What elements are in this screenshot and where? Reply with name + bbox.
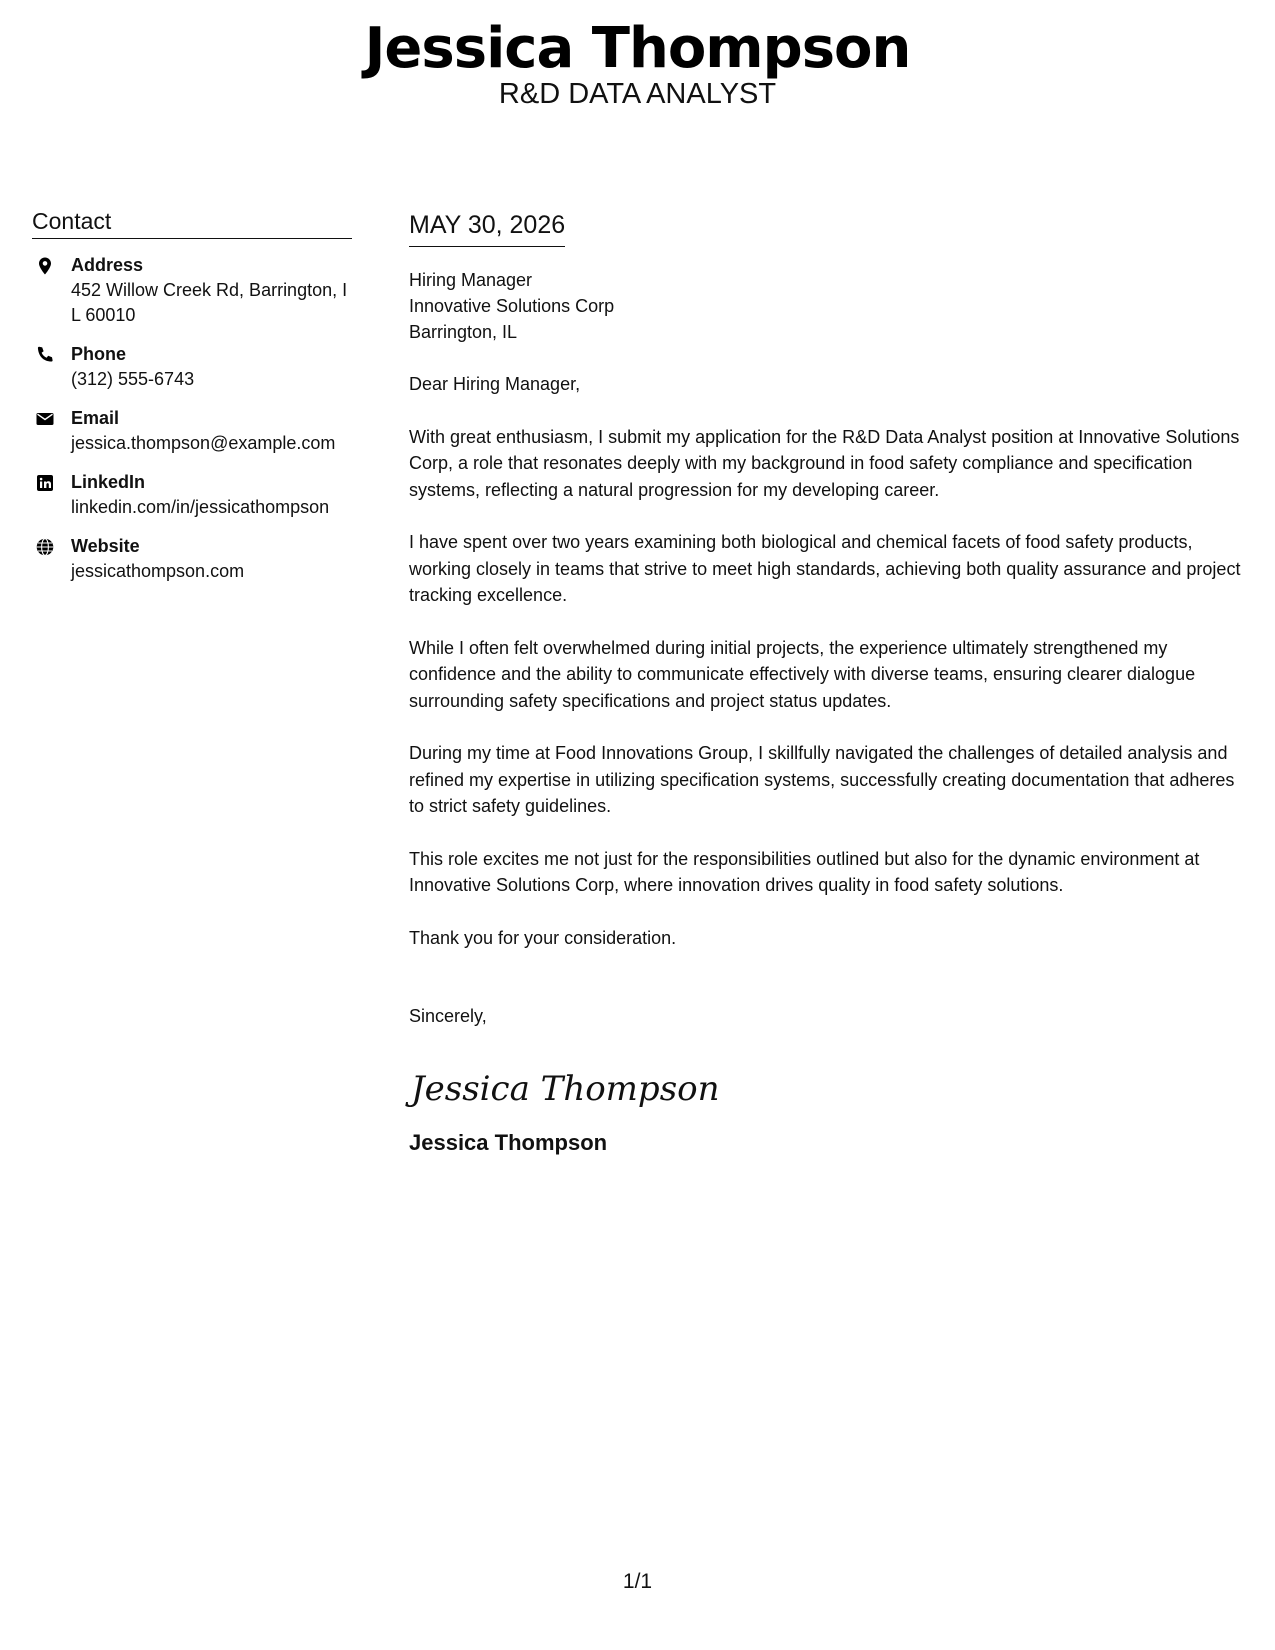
globe-icon [35, 537, 55, 557]
phone-label: Phone [71, 344, 127, 364]
phone-value: (312) 555-6743 [71, 369, 195, 389]
contact-address [32, 253, 352, 328]
contact-phone [32, 342, 352, 392]
body-paragraph: Thank you for your consideration. [409, 927, 677, 948]
email-value[interactable]: jessica.thompson@example.com [71, 433, 336, 453]
salutation: Dear Hiring Manager, [409, 374, 581, 394]
signed-name: Jessica Thompson [409, 1129, 608, 1155]
address-label: Address [71, 255, 144, 275]
contact-sidebar [32, 208, 352, 598]
body-paragraph: This role excites me not just for the responsibilities outlined but also for the dynamic environment at Innovative Solutions Corp, where innovation drives quality in food safety solutions. [409, 848, 1200, 895]
page-number: 1/1 [622, 1570, 653, 1593]
linkedin-value[interactable]: linkedin.com/in/jessicathompson [71, 497, 330, 517]
email-label: Email [71, 408, 120, 428]
signature-text: Jessica Thompson [411, 1068, 720, 1109]
contact-heading: Contact [32, 208, 352, 239]
recipient-line: Innovative Solutions Corp [409, 296, 615, 316]
letter-body [409, 210, 1247, 1156]
website-value[interactable]: jessicathompson.com [71, 561, 245, 581]
map-pin-icon [35, 256, 55, 276]
job-title: R&D DATA ANALYST [498, 77, 777, 110]
recipient-block [409, 267, 1247, 345]
body-paragraph: During my time at Food Innovations Group, I skillfully navigated the challenges of detailed analysis and refined my expertise in utilizing specification systems, successfully creating documentation that adheres to strict safety guidelines. [409, 743, 1235, 816]
contact-linkedin [32, 470, 352, 520]
recipient-line: Barrington, IL [409, 322, 518, 342]
recipient-line: Hiring Manager [409, 270, 533, 290]
body-paragraph: While I often felt overwhelmed during initial projects, the experience ultimately strengthened my confidence and the ability to communicate effectively with diverse teams, ensuring clearer dialogue surrounding safety specifications and project status updates. [409, 637, 1196, 711]
address-value: 452 Willow Creek Rd, Barrington, IL 60010 [71, 280, 348, 325]
letter-date: MAY 30, 2026 [409, 210, 565, 247]
phone-icon [35, 345, 55, 365]
linkedin-label: LinkedIn [71, 472, 146, 492]
envelope-icon [35, 409, 55, 429]
closing: Sincerely, [409, 1006, 487, 1026]
body-paragraph: With great enthusiasm, I submit my application for the R&D Data Analyst position at Innovative Solutions Corp, a role that resonates deeply with my background in food safety compliance and specification systems, reflecting a natural progression for my developing career. [409, 426, 1240, 500]
linkedin-icon [35, 473, 55, 493]
handwritten-signature [409, 1058, 1247, 1118]
letter-header [0, 18, 1275, 111]
contact-website [32, 534, 352, 584]
website-label: Website [71, 536, 140, 556]
body-paragraph: I have spent over two years examining both biological and chemical facets of food safety products, working closely in teams that strive to meet high standards, achieving both quality assurance and project tracking excellence. [409, 532, 1241, 605]
applicant-name: Jessica Thompson [364, 16, 911, 81]
contact-email [32, 406, 352, 456]
